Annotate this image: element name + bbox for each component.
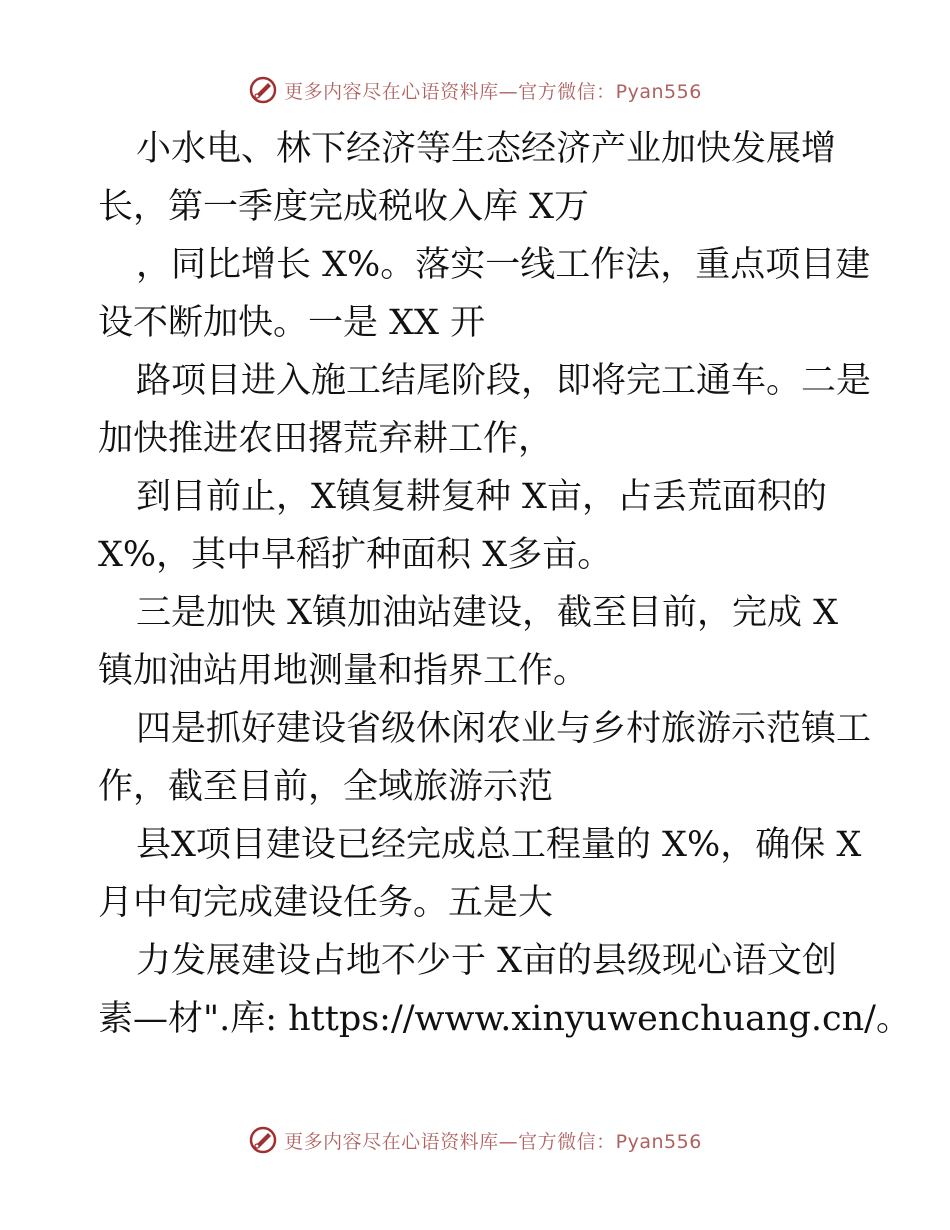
paragraph [98,932,911,1048]
document-body [98,120,911,1048]
paragraph [98,468,858,584]
brand-logo-icon [248,75,278,105]
paragraph-line: 县X项目建设已经完成总工程量的 X%，确保 X [136,825,862,865]
paragraph-line: 力发展建设占地不少于 X亩的县级现心语文创 [136,941,838,981]
paragraph-line: 四是抓好建设省级休闲农业与乡村旅游示范镇工 [136,709,872,749]
paragraph-line: 素—材".库: https://www.xinyuwenchuang.cn/。 [98,999,911,1039]
paragraph-line: 月中旬完成建设任务。五是大 [98,883,554,923]
paragraph-line: 作，截至目前，全域旅游示范 [98,767,554,807]
paragraph-line: 镇加油站用地测量和指界工作。 [98,651,589,691]
paragraph [98,584,858,700]
header-watermark [0,70,950,110]
footer-watermark-text: 更多内容尽在心语资料库—官方微信：Pyan556 [284,1130,702,1153]
footer-watermark [0,1120,950,1160]
paragraph-line: 长，第一季度完成税收入库 X万 [98,187,590,227]
paragraph [98,700,872,816]
paragraph [98,816,862,932]
brand-logo-icon [248,1125,278,1155]
paragraph-line: 路项目进入施工结尾阶段，即将完工通车。二是 [136,361,872,401]
paragraph [98,352,872,468]
paragraph-line: 设不断加快。一是 XX 开 [98,303,486,343]
header-watermark-text: 更多内容尽在心语资料库—官方微信：Pyan556 [284,80,702,103]
paragraph-line: 加快推进农田撂荒弃耕工作， [98,419,554,459]
paragraph-line: 三是加快 X镇加油站建设，截至目前，完成 X [136,593,839,633]
paragraph [98,120,858,236]
paragraph-line: X%，其中早稻扩种面积 X多亩。 [98,535,613,575]
paragraph-line: 到目前止，X镇复耕复种 X亩，占丢荒面积的 [136,477,827,517]
paragraph [98,236,871,352]
paragraph-line: ，同比增长 X%。落实一线工作法，重点项目建 [136,245,871,285]
paragraph-line: 小水电、林下经济等生态经济产业加快发展增 [136,129,837,169]
